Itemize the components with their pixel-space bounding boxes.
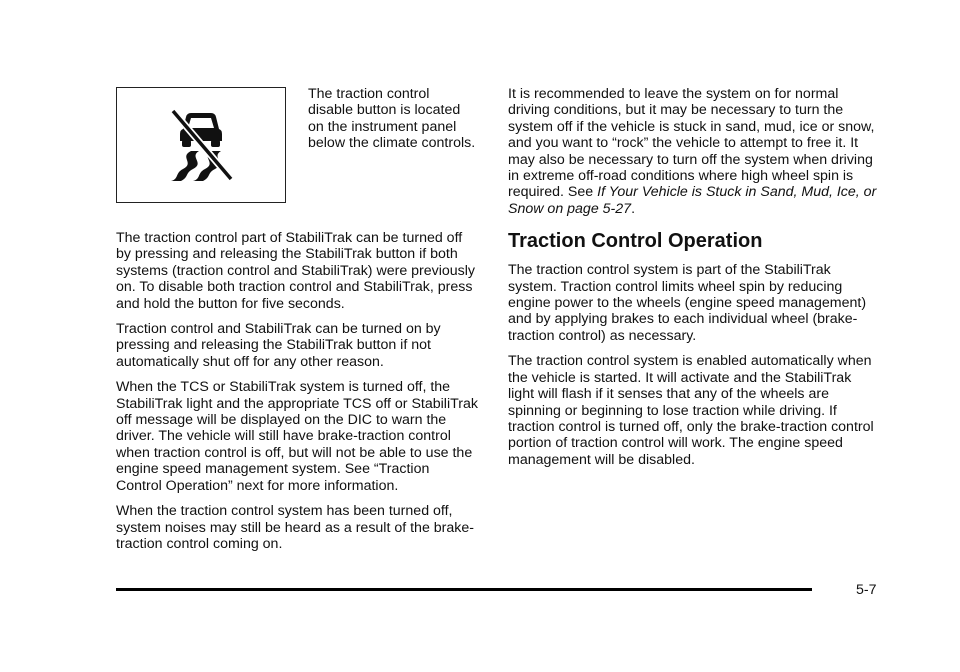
right-paragraph-2: The traction control system is enabled automatically when the vehicle is started. It will activate and the StabiliTrak light will flash if it senses that any of the wheels are spinning or beginning to lose traction while driving. If traction control is turned off, only the brake-traction control portion of traction control will work. The engine speed management will be disabled.	[508, 353, 874, 468]
right-paragraph-1: The traction control system is part of the StabiliTrak system. Traction control limits wheel spin by reducing engine power to the wheels (engine speed management) and by applying brakes to each individual wheel (brake-traction control) as necessary.	[508, 262, 867, 344]
left-paragraph-2: Traction control and StabiliTrak can be turned on by pressing and releasing the StabiliTrak button if not automatically shut off for any other reason.	[116, 321, 441, 370]
right-intro-paragraph	[508, 86, 878, 217]
cross-reference-link[interactable]: If Your Vehicle is Stuck in Sand, Mud, Ice, or Snow on page 5‑27	[508, 184, 877, 217]
left-column	[116, 230, 478, 561]
page-number: 5-7	[856, 582, 877, 598]
left-paragraph-4: When the traction control system has been turned off, system noises may still be heard as a result of the brake-traction control coming on.	[116, 503, 474, 552]
right-column	[508, 86, 878, 477]
traction-control-off-icon	[161, 105, 241, 185]
left-paragraph-1: The traction control part of StabiliTrak can be turned off by pressing and releasing the StabiliTrak button if both systems (traction control and StabiliTrak) were previously on. To disable both traction control and StabiliTrak, press and hold the button for five seconds.	[116, 230, 476, 312]
section-heading: Traction Control Operation	[508, 230, 763, 253]
right-intro-text: It is recommended to leave the system on for normal driving conditions, but it may be necessary to turn the system off if the vehicle is stuck in sand, mud, ice or snow, and you want to “rock” the vehicle to attempt to free it. It may also be necessary to turn off the system when driving in extreme off-road conditions where high wheel spin is required. See	[508, 86, 875, 201]
left-paragraph-3: When the TCS or StabiliTrak system is turned off, the StabiliTrak light and the appropriate TCS off or StabiliTrak off message will be displayed on the DIC to warn the driver. The vehicle will still have brake-traction control when traction control is off, but will not be able to use the engine speed management system. See “Traction Control Operation” next for more information.	[116, 379, 478, 494]
traction-control-icon-frame	[116, 87, 286, 203]
footer-rule	[116, 588, 812, 591]
right-intro-end: .	[631, 200, 636, 217]
icon-caption: The traction control disable button is located on the instrument panel below the climate controls.	[308, 86, 476, 152]
